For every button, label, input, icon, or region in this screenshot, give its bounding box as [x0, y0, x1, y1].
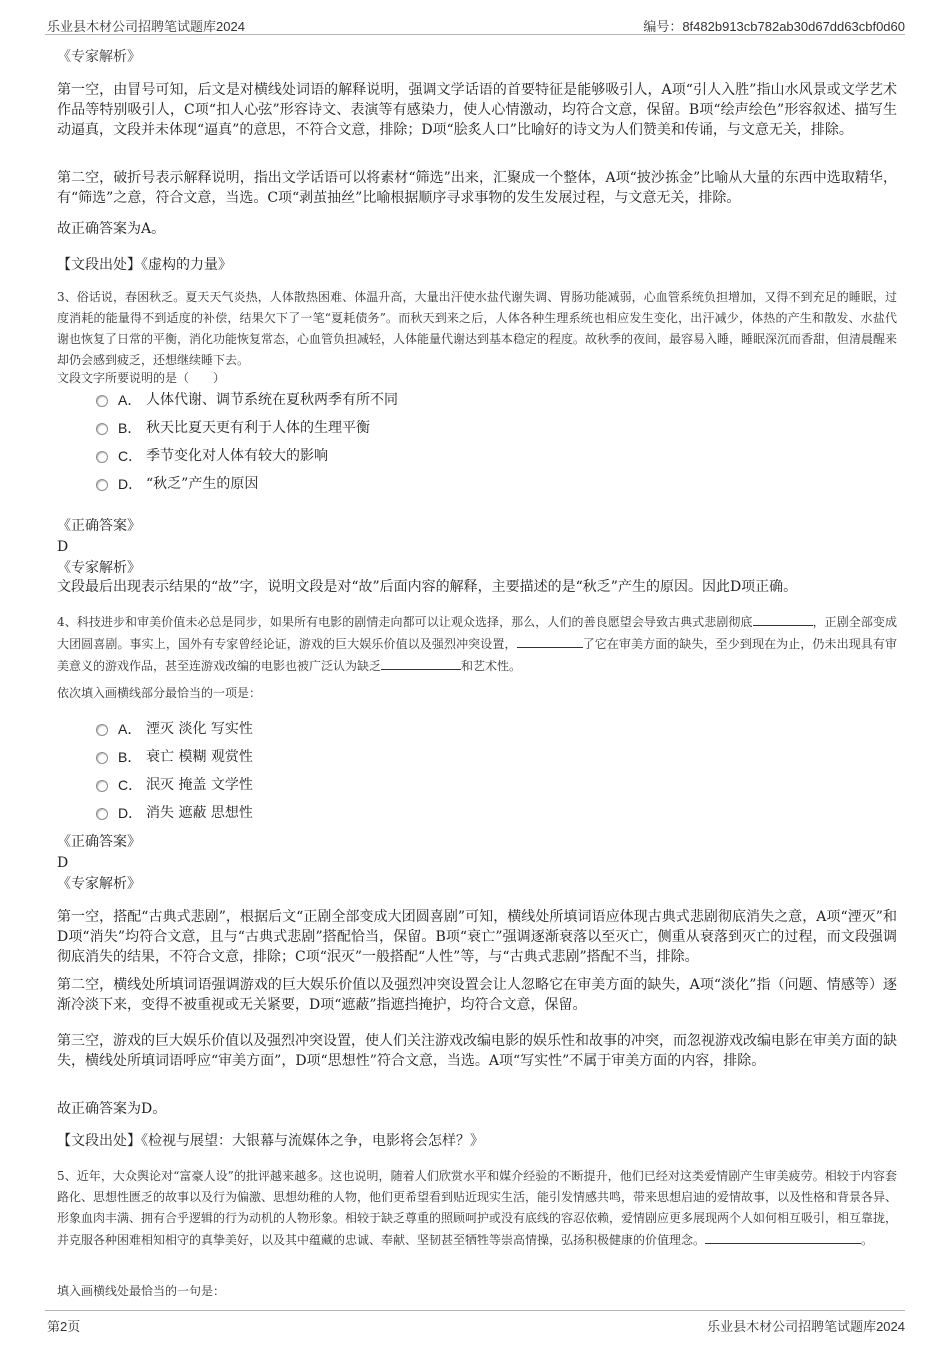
radio-icon[interactable] [96, 752, 108, 764]
q2-analysis-p1: 第一空，由冒号可知，后文是对横线处词语的解释说明，强调文学话语的首要特征是能够吸引人，A项“引人入胜”指山水风景或文学艺术作品等特别吸引人，C项“扣人心弦”形容诗文、表演等有感染力，使人心情激动，均符合文意，保留。B项“绘声绘色”形容叙述、描写生动逼真，文段并未体现“逼真”的意思，不符合文意，排除；D项“脍炙人口”比喻好的诗文为人们赞美和传诵，与文意无关，排除。 [57, 82, 897, 138]
radio-icon[interactable] [96, 780, 108, 792]
q4-answer-label: 《正确答案》 [57, 834, 141, 850]
q4-analysis-p2: 第二空，横线处所填词语强调游戏的巨大娱乐价值以及强烈冲突设置会让人忽略它在审美方面的缺失，A项“淡化”指（问题、情感等）逐渐冷淡下来，变得不被重视或无关紧要，D项“遮蔽”指遮挡掩护，均符合文意，保留。 [57, 977, 897, 1013]
q3-answer-label: 《正确答案》 [57, 518, 141, 534]
fill-blank-3[interactable] [381, 655, 461, 670]
q3-expert-label: 《专家解析》 [57, 560, 141, 576]
q3-analysis: 文段最后出现表示结果的“故”字，说明文段是对“故”后面内容的解释，主要描述的是“秋乏”产生的原因。因此D项正确。 [57, 579, 798, 595]
q4-answer: D [57, 855, 69, 871]
fill-blank-2[interactable] [517, 633, 583, 648]
q5-stem: 5、近年，大众舆论对“富豪人设”的批评越来越多。这也说明，随着人们欣赏水平和媒介经验的不断提升，他们已经对这类爱情剧产生审美疲劳。相较于内容套路化、思想性匮乏的故事以及行为偏激、思想幼稚的人物，他们更希望看到贴近现实生活，能引发情感共鸣，带来思想启迪的爱情故事，以及性格和背景各异、形象血肉丰满、拥有合乎逻辑的行为动机的人物形象。相较于缺乏尊重的照顾呵护或没有底线的容忍依赖，爱情剧应更多展现两个人如何相互吸引，相互靠拢，并克服各种困难相知相守的真挚美好，以及其中蕴藏的忠诚、奉献、坚韧甚至牺牲等崇高情操，弘扬积极健康的价值理念。 。 [57, 1169, 898, 1247]
q3-stem: 3、俗话说，春困秋乏。夏天天气炎热，人体散热困难、体温升高，大量出汗使水盐代谢失调、胃肠功能减弱，心血管系统负担增加，又得不到充足的睡眠，过度消耗的能量得不到适度的补偿，结果欠下了一笔“夏耗债务”。而秋天到来之后，人体各种生理系统也相应发生变化，出汗减少，体热的产生和散发、水盐代谢也恢复了日常的平衡，消化功能恢复常态，心血管负担减轻，人体能量代谢达到基本稳定的程度。故秋季的夜间，最容易入睡，睡眠深沉而香甜，但清晨醒来却仍会感到疲乏，还想继续睡下去。 [57, 290, 898, 367]
radio-icon[interactable] [96, 724, 108, 736]
footer-title: 乐业县木材公司招聘笔试题库2024 [707, 1319, 905, 1334]
q2-expert-label: 《专家解析》 [57, 49, 141, 65]
fill-blank-q5[interactable] [705, 1229, 861, 1244]
q4-analysis-p1: 第一空，搭配“古典式悲剧”，根据后文“正剧全部变成大团圆喜剧”可知，横线处所填词语应体现古典式悲剧彻底消失之意，A项“湮灭”和D项“消失”均符合文意，且与“古典式悲剧”搭配恰当，保留。B项“衰亡”强调逐渐衰落以至灭亡，侧重从衰落到灭亡的过程，而文段强调彻底消失的结果，不符合文意，排除；C项“泯灭”一般搭配“人性”等，与“古典式悲剧”搭配不当，排除。 [57, 909, 897, 965]
page-number: 第2页 [47, 1319, 81, 1334]
radio-icon[interactable] [96, 395, 108, 407]
q4-question: 依次填入画横线部分最恰当的一项是： [57, 686, 262, 700]
q3-answer: D [57, 539, 69, 555]
q3-question: 文段文字所要说明的是（ ） [57, 371, 226, 385]
fill-blank-1[interactable] [753, 611, 813, 626]
q4-analysis-p3: 第三空，游戏的巨大娱乐价值以及强烈冲突设置，使人们关注游戏改编电影的娱乐性和故事的冲突，而忽视游戏改编电影在审美方面的缺失，横线处所填词语呼应“审美方面”，D项“思想性”符合文意，当选。A项“写实性”不属于审美方面的内容，排除。 [57, 1033, 897, 1069]
q2-analysis-p2: 第二空，破折号表示解释说明，指出文学话语可以将素材“筛选”出来，汇聚成一个整体，A项“披沙拣金”比喻从大量的东西中选取精华，有“筛选”之意，符合文意，当选。C项“剥茧抽丝”比喻根据顺序寻求事物的发生发展过程，与文意无关，排除。 [57, 170, 897, 206]
q4-stem: 4、科技进步和审美价值未必总是同步，如果所有电影的剧情走向都可以让观众选择，那么，人们的善良愿望会导致古典式悲剧彻底 ，正剧全部变成大团圆喜剧。事实上，国外有专家曾经论证，游戏的巨大娱乐价值以及强烈冲突设置， 了它在审美方面的缺失，至少到现在为止，仍未出现具有审美意义的游戏作品，甚至连游戏改编的电影也被广泛认为缺乏 和艺术性。 [57, 611, 897, 677]
radio-icon[interactable] [96, 479, 108, 491]
q4-conclusion: 故正确答案为D。 [57, 1101, 167, 1117]
q4-expert-label: 《专家解析》 [57, 876, 141, 892]
page-header [45, 14, 905, 35]
q2-source: 【文段出处】《虚构的力量》 [57, 257, 232, 273]
q5-question: 填入画横线处最恰当的一句是： [57, 1284, 226, 1298]
header-serial-number: 编号：8f482b913cb782ab30d67dd63cbf0d60 [643, 19, 905, 34]
q4-source: 【文段出处】《检视与展望：大银幕与流媒体之争，电影将会怎样？》 [57, 1133, 484, 1149]
radio-icon[interactable] [96, 808, 108, 820]
header-title: 乐业县木材公司招聘笔试题库2024 [47, 19, 245, 34]
radio-icon[interactable] [96, 451, 108, 463]
radio-icon[interactable] [96, 423, 108, 435]
q2-conclusion: 故正确答案为A。 [57, 221, 166, 237]
page-footer [45, 1310, 905, 1333]
